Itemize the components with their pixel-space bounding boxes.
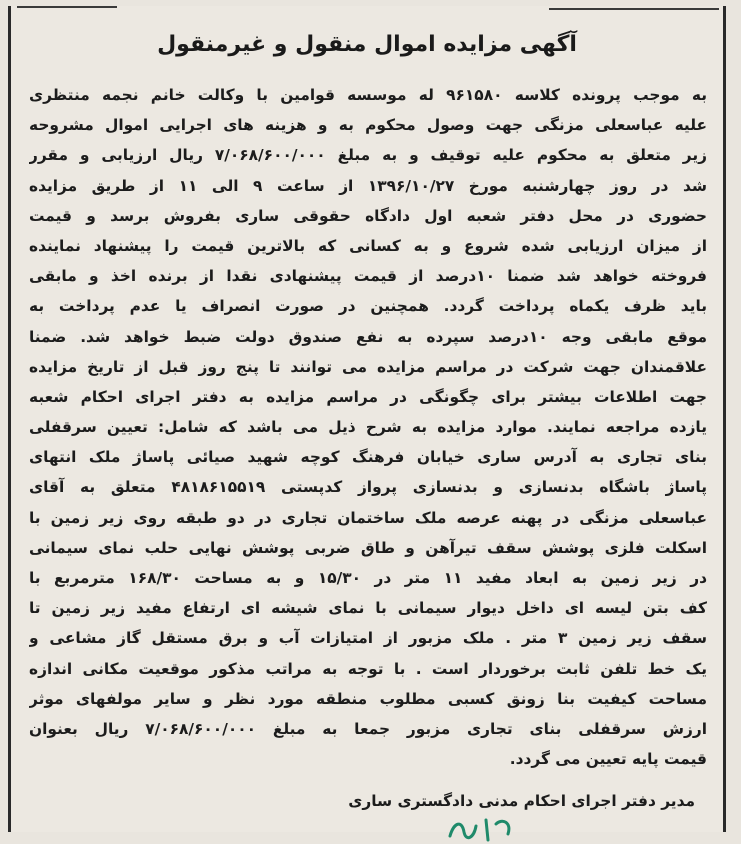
notice-line: یازده مراجعه نمایند. موارد مزایده به شرح ذیل می باشد که شامل: تعیین سرقفلی xyxy=(29,418,707,437)
notice-line: پاساژ باشگاه بدنسازی و بدنسازی پرواز کدپستی ۴۸۱۸۶۱۵۵۱۹ متعلق به آقای xyxy=(29,478,707,497)
notice-line: شد در روز چهارشنبه مورخ ۱۳۹۶/۱۰/۲۷ از ساعت ۹ الی ۱۱ از طریق مزایده xyxy=(29,176,707,195)
notice-line: باید ظرف یکماه پرداخت گردد. همچنین در صورت انصراف یا عدم پرداخت به xyxy=(29,297,707,316)
notice-line: به موجب پرونده کلاسه ۹۶۱۵۸۰ له موسسه قوامین با وکالت خانم نجمه منتظری xyxy=(29,86,707,104)
notice-line: اسکلت فلزی پوشش سقف تیرآهن و طاق ضربی پوشش نهایی حلب نمای سیمانی xyxy=(29,538,707,557)
notice-line: عباسعلی مزنگی در پهنه عرصه ملک ساختمان تجاری در دو طبقه روی زیر زمین با xyxy=(29,508,707,527)
notice-line: کف بتن لیسه ای داخل دیوار سیمانی با نمای شیشه ای ارتفاع مفید زیر زمین تا xyxy=(29,599,707,618)
notice-line: مساحت کیفیت بنا زونق کسبی مطلوب منطقه مورد نظر و سایر مولفهای موثر xyxy=(29,689,707,708)
notice-line: موقع مابقی وجه ۱۰درصد سپرده به نفع صندوق دولت ضبط خواهد شد. ضمنا xyxy=(29,327,707,346)
notice-line: علیه عباسعلی مزنگی جهت وصول محکوم به و هزینه های اجرایی اموال مشروحه xyxy=(29,116,707,135)
notice-line: علاقمندان جهت شرکت در مراسم مزایده می توانند تا پنج روز قبل از تاریخ مزایده xyxy=(29,357,707,376)
signature-line: مدیر دفتر اجرای احکام مدنی دادگستری ساری xyxy=(348,792,695,810)
notice-line: جهت اطلاعات بیشتر برای چگونگی در مراسم مزایده به دفتر اجرای احکام شعبه xyxy=(29,387,707,406)
notice-line: در زیر زمین به ابعاد مفید ۱۱ متر در ۱۵/۳۰ و به مساحت ۱۶۸/۳۰ مترمربع با xyxy=(29,569,707,587)
notice-line: حضوری در محل دفتر شعبه اول دادگاه حقوقی ساری بفروش برسد و قیمت xyxy=(29,206,707,225)
notice-line: بنای تجاری به آدرس ساری خیابان فرهنگ کوچه شهید صیائی پاساژ ملک انتهای xyxy=(29,448,707,467)
notice-body xyxy=(29,80,707,774)
notice-line: ارزش سرقفلی بنای تجاری مزبور جمعا به مبلغ ۷/۰۶۸/۶۰۰/۰۰۰ ریال بعنوان xyxy=(29,719,707,738)
top-rule-left xyxy=(17,6,117,8)
notice-line: یک خط تلفن ثابت برخوردار است . با توجه به مراتب مذکور موقعیت مکانی اندازه xyxy=(29,659,707,678)
auction-notice xyxy=(8,6,726,832)
notice-title: آگهی مزایده اموال منقول و غیرمنقول xyxy=(157,32,577,57)
notice-line: از میزان ارزیابی شده شروع و به کسانی که بالاترین قیمت را پیشنهاد نماینده xyxy=(29,236,707,255)
notice-line: قیمت پایه تعیین می گردد. xyxy=(509,750,707,769)
notice-line: زیر متعلق به محکوم علیه توقیف و به مبلغ ۷/۰۶۸/۶۰۰/۰۰۰ ریال ارزیابی و مقرر xyxy=(29,146,707,165)
handwritten-mark-icon xyxy=(440,812,520,844)
notice-line: فروخته خواهد شد ضمنا ۱۰درصد از قیمت پیشنهادی نقدا از برنده اخذ و مابقی xyxy=(29,267,707,286)
top-rule-right xyxy=(549,8,719,10)
notice-line: سقف زیر زمین ۳ متر . ملک مزبور از امتیازات آب و برق مستقل گاز مشاعی و xyxy=(29,629,707,648)
